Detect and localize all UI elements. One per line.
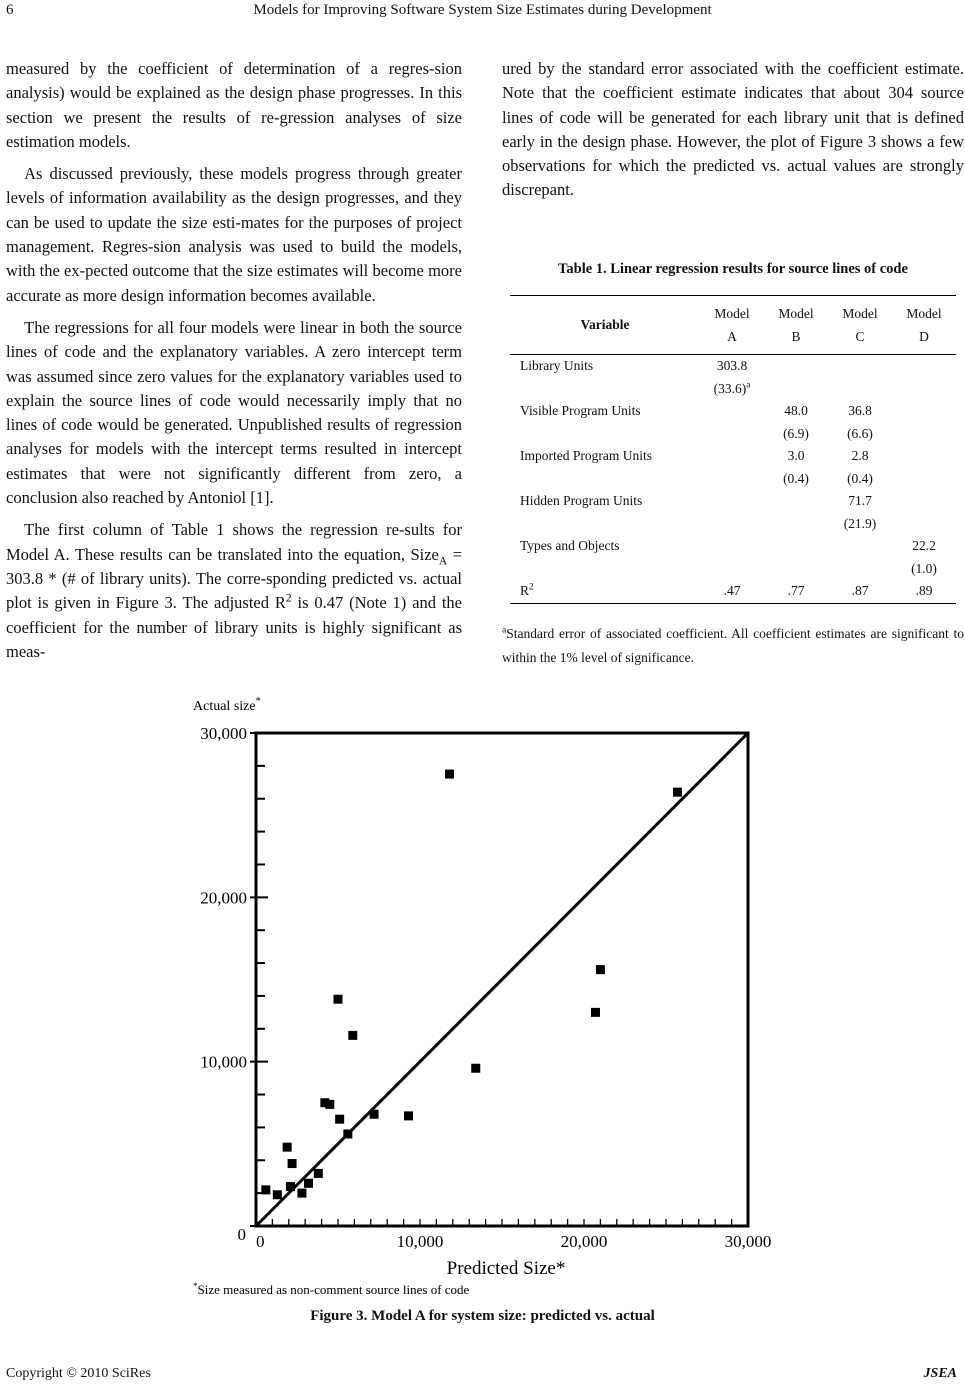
page-number: 6 bbox=[6, 2, 14, 18]
table-cell bbox=[828, 535, 892, 558]
table-cell bbox=[764, 558, 828, 581]
table-cell bbox=[892, 468, 956, 491]
table-row bbox=[510, 423, 956, 446]
y-minor-ticks bbox=[250, 733, 268, 1226]
x-tick-label: 10,000 bbox=[396, 1232, 444, 1251]
data-point bbox=[471, 1064, 480, 1073]
table-cell bbox=[700, 445, 764, 468]
data-point bbox=[343, 1129, 352, 1138]
table-cell bbox=[892, 423, 956, 446]
data-point bbox=[404, 1111, 413, 1120]
row-label: Types and Objects bbox=[520, 538, 620, 554]
paragraph: The regressions for all four models were linear in both the source lines of code and the explanatory variables. A zero intercept term was assumed since zero values for the explanatory variables used to explain the source lines of code would necessarily imply that no lines of code would be generated. Unpublished results of regression analyses for models with the intercept terms resulted in intercept estimates that were not significantly different from zero, a conclusion also reached by Antoniol [1]. bbox=[6, 317, 462, 508]
data-point bbox=[273, 1190, 282, 1199]
table-cell: 2.8 bbox=[851, 448, 869, 464]
table-row bbox=[510, 468, 956, 491]
x-tick-label: 30,000 bbox=[724, 1232, 772, 1251]
data-point bbox=[286, 1182, 295, 1191]
table-row bbox=[510, 535, 956, 558]
variable-header: Variable bbox=[510, 296, 700, 355]
y-tick-labels bbox=[200, 724, 247, 1244]
table-cell bbox=[700, 513, 764, 536]
row-label: Hidden Program Units bbox=[520, 493, 643, 509]
row-label: Visible Program Units bbox=[520, 403, 641, 419]
table-cell bbox=[700, 400, 764, 423]
data-point bbox=[325, 1100, 334, 1109]
table-cell bbox=[764, 378, 828, 401]
model-c-header: Model C bbox=[828, 296, 892, 355]
y-axis-label: Actual size* bbox=[193, 696, 261, 714]
journal-name: JSEA bbox=[923, 1366, 957, 1381]
table-cell: (1.0) bbox=[911, 560, 937, 576]
table-caption: Table 1. Linear regression results for source lines of code bbox=[558, 261, 908, 277]
data-point bbox=[370, 1110, 379, 1119]
paragraph: The first column of Table 1 shows the regression re-sults for Model A. These results can be translated into the equation, Size$_A$ = 303.8 * (# of library units). The corre-sponding predicted vs. actual plot is given in Figure 3. The adjusted $R^2$ is 0.47 (Note 1) and the coefficient for the number of library units is highly significant as meas- bbox=[6, 520, 462, 661]
data-point bbox=[288, 1159, 297, 1168]
x-tick-labels bbox=[256, 1232, 771, 1251]
table-cell: $(33.6)^a$ bbox=[713, 380, 751, 396]
row-label: Imported Program Units bbox=[520, 448, 652, 464]
regression-table bbox=[510, 295, 956, 604]
data-point bbox=[297, 1189, 306, 1198]
table-cell bbox=[764, 490, 828, 513]
table-cell bbox=[700, 423, 764, 446]
data-point bbox=[334, 995, 343, 1004]
table-row bbox=[510, 445, 956, 468]
x-tick-label: 20,000 bbox=[560, 1232, 608, 1251]
y-tick-label: 20,000 bbox=[200, 888, 247, 908]
table-header-row bbox=[510, 296, 956, 355]
table-row bbox=[510, 400, 956, 423]
row-label: Library Units bbox=[520, 358, 594, 374]
x-tick-label: 0 bbox=[256, 1232, 265, 1251]
table-footnote: $^a$Standard error of associated coefficient. All coefficient estimates are significant to within the 1% level of significance. bbox=[502, 625, 964, 665]
table-cell: (0.4) bbox=[847, 470, 873, 486]
table-row bbox=[510, 378, 956, 401]
table-cell bbox=[892, 513, 956, 536]
data-point bbox=[335, 1115, 344, 1124]
chart-footnote: *Size measured as non-comment source lines of code bbox=[193, 1281, 470, 1297]
data-point bbox=[673, 788, 682, 797]
table-cell bbox=[700, 558, 764, 581]
table-cell bbox=[892, 378, 956, 401]
data-point bbox=[304, 1179, 313, 1188]
table-cell bbox=[764, 355, 828, 378]
table-cell bbox=[892, 400, 956, 423]
data-points bbox=[261, 770, 682, 1200]
model-d-header: Model D bbox=[892, 296, 956, 355]
x-axis-label: Predicted Size* bbox=[446, 1258, 566, 1279]
y-tick-label: 30,000 bbox=[200, 724, 247, 743]
data-point bbox=[591, 1008, 600, 1017]
table-cell bbox=[828, 355, 892, 378]
table-cell bbox=[892, 490, 956, 513]
paragraph: As discussed previously, these models progress through greater levels of information availability as the design progresses, and they can be used to update the size esti-mates for the purposes of project management. Regres-sion analysis was used to build the models, with the ex-pected outcome that the size estimates will become more accurate as more design information becomes available. bbox=[6, 164, 462, 305]
table-cell: .87 bbox=[828, 580, 892, 603]
table-cell bbox=[892, 355, 956, 378]
table-cell: .89 bbox=[892, 580, 956, 603]
figure-caption: Figure 3. Model A for system size: predicted vs. actual bbox=[310, 1308, 655, 1324]
copyright: Copyright © 2010 SciRes bbox=[6, 1366, 151, 1381]
row-label: $R^2$ bbox=[510, 580, 700, 603]
data-point bbox=[314, 1169, 323, 1178]
table-cell: 71.7 bbox=[848, 493, 872, 509]
table-cell: 48.0 bbox=[784, 403, 808, 419]
table-cell: (6.6) bbox=[847, 425, 873, 441]
y-tick-label: 10,000 bbox=[200, 1052, 247, 1072]
table-row bbox=[510, 355, 956, 378]
table-cell bbox=[764, 513, 828, 536]
scatter-chart bbox=[180, 690, 780, 1302]
table-cell bbox=[700, 490, 764, 513]
left-column bbox=[6, 57, 462, 672]
data-point bbox=[596, 965, 605, 974]
table-cell bbox=[828, 558, 892, 581]
table-r2-row bbox=[510, 580, 956, 603]
table-cell bbox=[828, 378, 892, 401]
table-cell: (0.4) bbox=[783, 470, 809, 486]
reference-line bbox=[256, 733, 748, 1226]
table-cell: 36.8 bbox=[848, 403, 872, 419]
data-point bbox=[261, 1185, 270, 1194]
data-point bbox=[283, 1143, 292, 1152]
table-cell bbox=[700, 535, 764, 558]
y-tick-label: 0 bbox=[237, 1225, 246, 1244]
table-cell bbox=[700, 468, 764, 491]
table-cell bbox=[892, 445, 956, 468]
table-row bbox=[510, 490, 956, 513]
table-cell: .47 bbox=[700, 580, 764, 603]
model-b-header: Model B bbox=[764, 296, 828, 355]
table-cell: 3.0 bbox=[787, 448, 805, 464]
table-cell: 22.2 bbox=[912, 538, 936, 554]
table-cell: .77 bbox=[764, 580, 828, 603]
table-cell bbox=[764, 535, 828, 558]
paragraph: measured by the coefficient of determination of a regres-sion analysis) would be explained as the design phase progresses. In this section we present the results of re-gression analyses of size estimation models. bbox=[6, 59, 462, 151]
table-cell: 303.8 bbox=[716, 358, 748, 374]
table-row bbox=[510, 558, 956, 581]
paragraph: ured by the standard error associated with the coefficient estimate. Note that the coefficient estimate indicates that about 304 source lines of code will be generated for each library unit that is defined early in the design phase. However, the plot of Figure 3 shows a few observations for which the predicted vs. actual values are strongly discrepant. bbox=[502, 59, 964, 200]
running-title: Models for Improving Software System Size Estimates during Development bbox=[253, 2, 712, 18]
table-row bbox=[510, 513, 956, 536]
table-cell: (21.9) bbox=[843, 515, 877, 531]
model-a-header: Model A bbox=[700, 296, 764, 355]
data-point bbox=[348, 1031, 357, 1040]
data-point bbox=[445, 770, 454, 779]
table-cell: (6.9) bbox=[783, 425, 809, 441]
right-column bbox=[502, 57, 964, 211]
